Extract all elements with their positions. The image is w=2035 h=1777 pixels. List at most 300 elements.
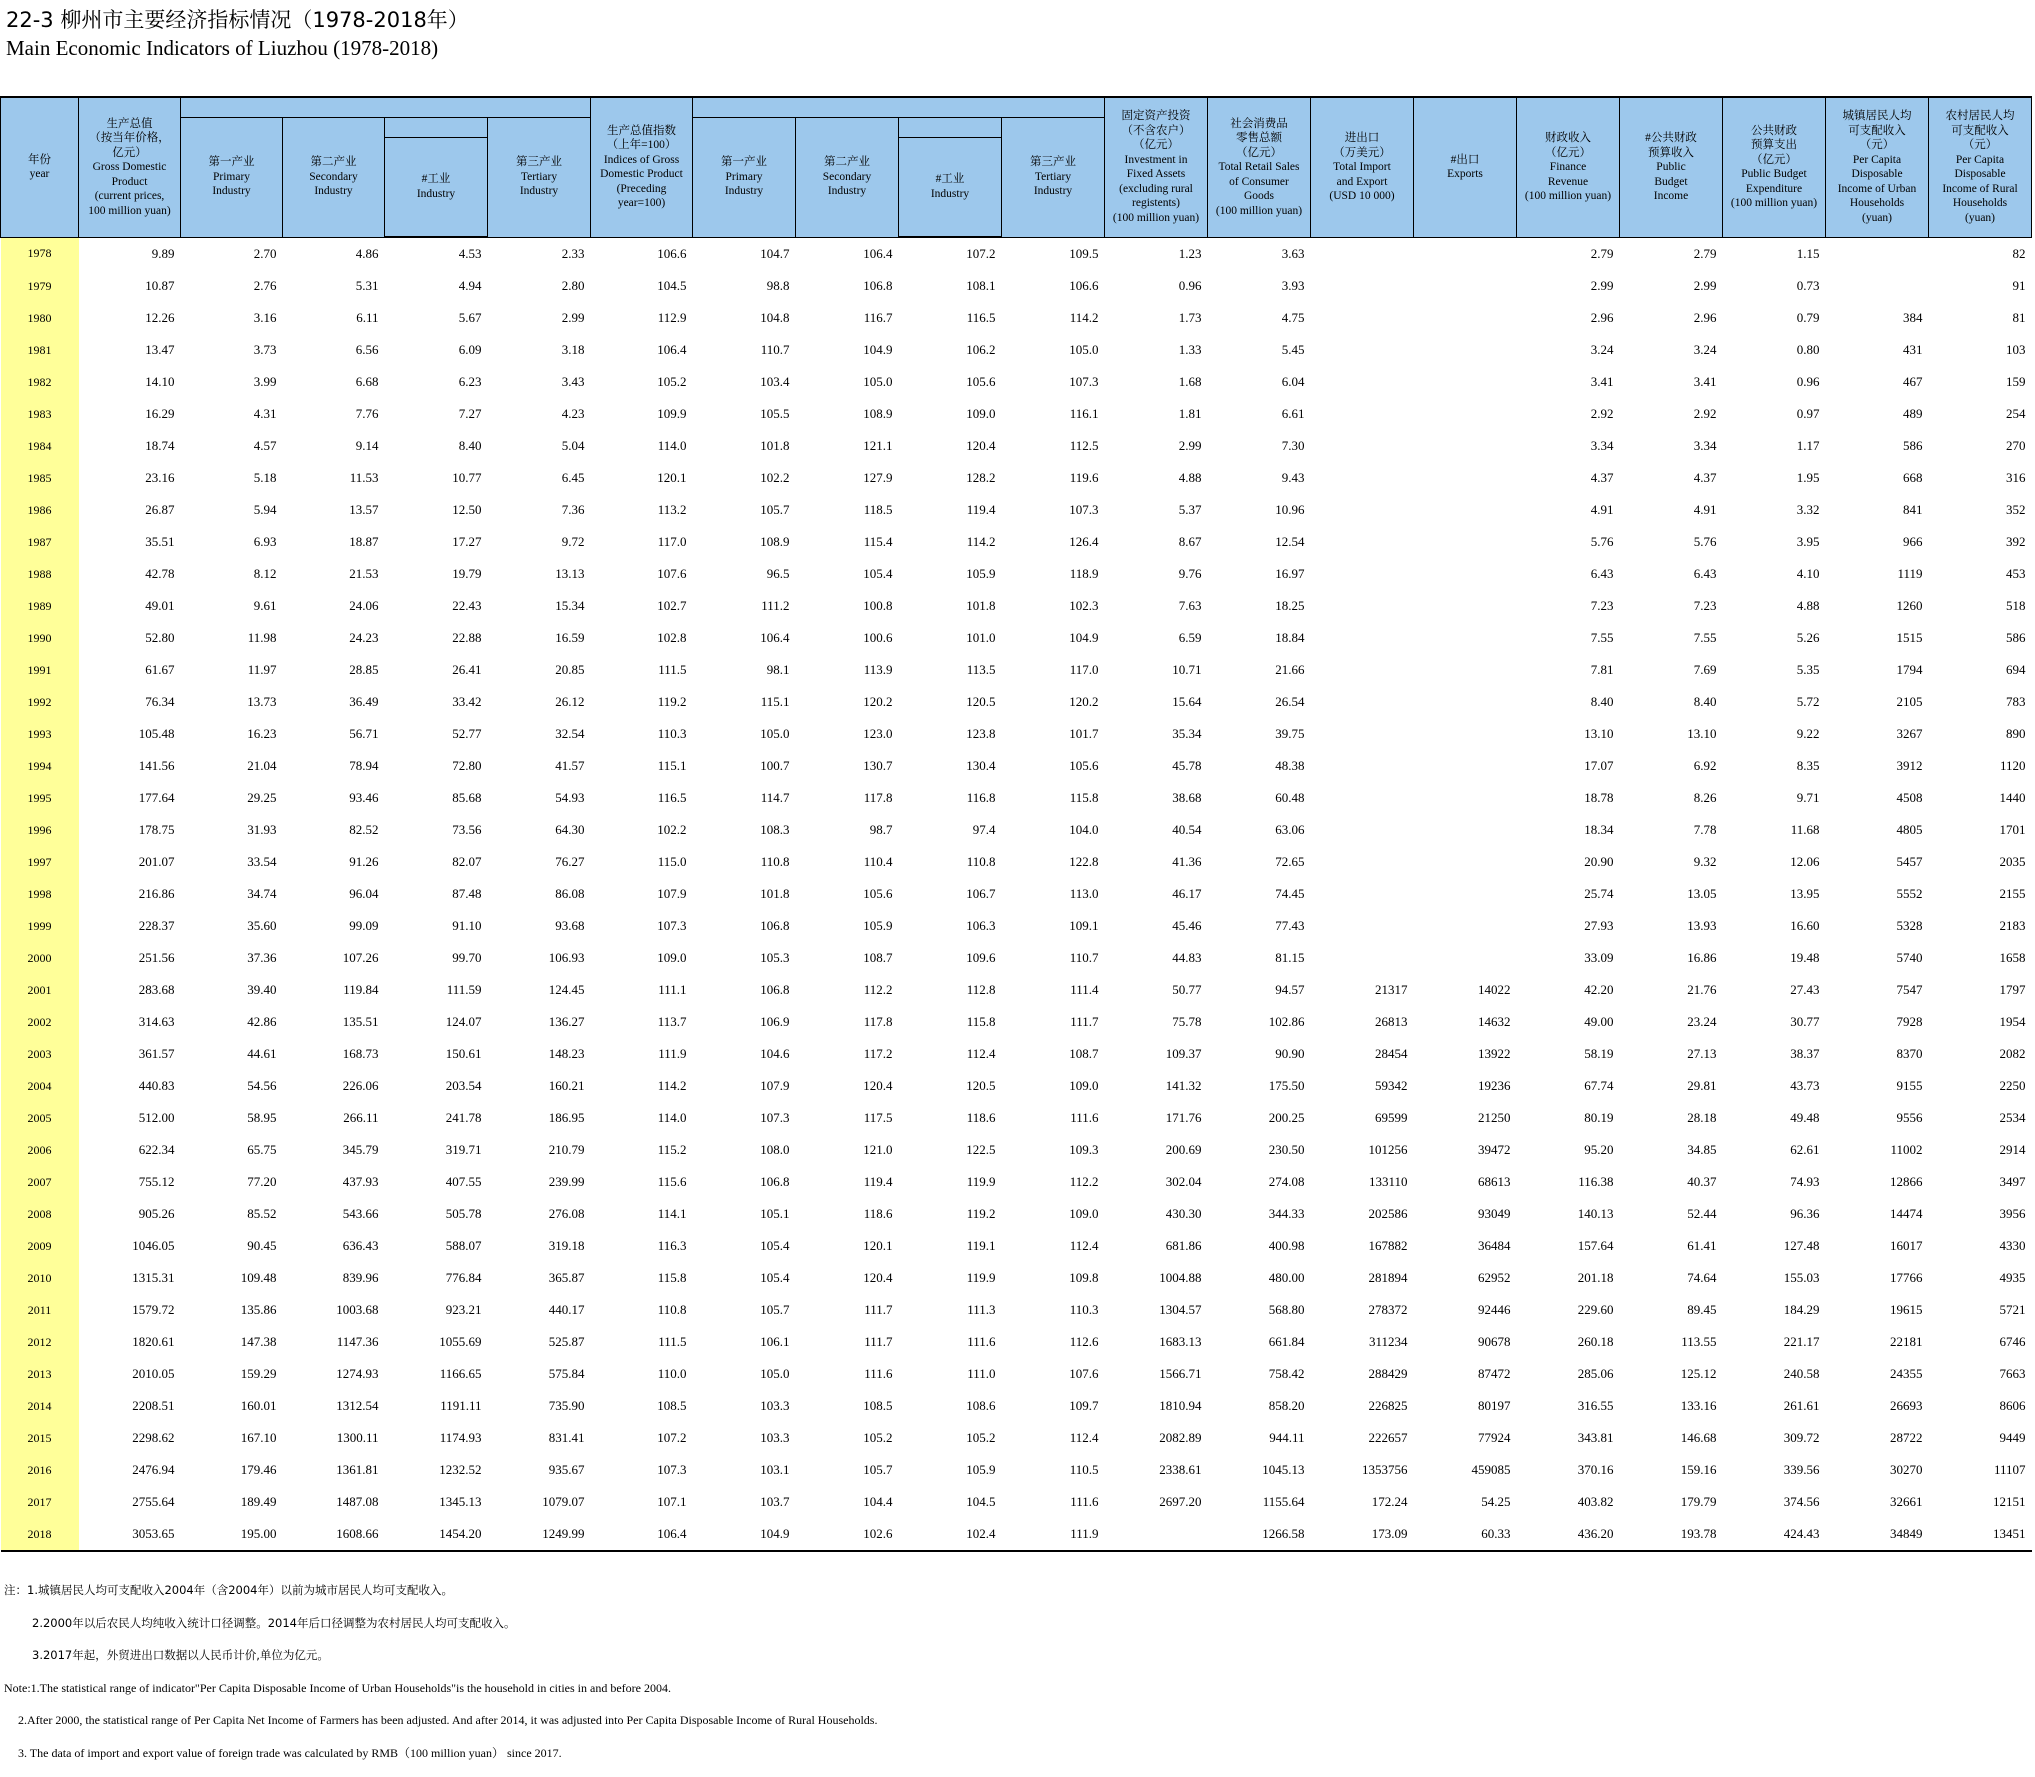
value-cell: 106.8 [693, 974, 796, 1006]
value-cell: 4.53 [385, 237, 488, 270]
value-cell: 7547 [1826, 974, 1929, 1006]
value-cell: 361.57 [79, 1038, 181, 1070]
value-cell: 112.5 [1002, 430, 1105, 462]
value-cell: 112.4 [899, 1038, 1002, 1070]
header-urban-income: 城镇居民人均 可支配收入 （元） Per Capita Disposable Income of Urban Households (yuan) [1826, 97, 1929, 237]
value-cell: 7.78 [1620, 814, 1723, 846]
value-cell: 159.16 [1620, 1454, 1723, 1486]
value-cell: 98.7 [796, 814, 899, 846]
value-cell: 4330 [1929, 1230, 2032, 1262]
value-cell: 758.42 [1208, 1358, 1311, 1390]
value-cell: 5.45 [1208, 334, 1311, 366]
value-cell: 2.70 [181, 237, 283, 270]
value-cell: 2.96 [1517, 302, 1620, 334]
value-cell: 42.86 [181, 1006, 283, 1038]
value-cell: 3.41 [1517, 366, 1620, 398]
value-cell: 195.00 [181, 1518, 283, 1551]
value-cell: 111.5 [591, 1326, 693, 1358]
value-cell: 45.46 [1105, 910, 1208, 942]
value-cell [1826, 237, 1929, 270]
value-cell: 40.54 [1105, 814, 1208, 846]
value-cell: 831.41 [488, 1422, 591, 1454]
value-cell: 3.24 [1517, 334, 1620, 366]
note-en-1: Note:1.The statistical range of indicator"Per Capita Disposable Income of Urban Households"is the household in cities in and before 2004. [4, 1680, 877, 1713]
value-cell: 1797 [1929, 974, 2032, 1006]
value-cell: 103.3 [693, 1422, 796, 1454]
value-cell: 43.73 [1723, 1070, 1826, 1102]
value-cell: 4.86 [283, 237, 385, 270]
value-cell: 3.24 [1620, 334, 1723, 366]
value-cell: 27.43 [1723, 974, 1826, 1006]
value-cell: 9.72 [488, 526, 591, 558]
value-cell: 108.3 [693, 814, 796, 846]
value-cell: 489 [1826, 398, 1929, 430]
value-cell: 38.68 [1105, 782, 1208, 814]
table-row [1, 237, 2032, 270]
value-cell: 105.3 [693, 942, 796, 974]
value-cell: 109.9 [591, 398, 693, 430]
value-cell: 104.5 [591, 270, 693, 302]
value-cell: 622.34 [79, 1134, 181, 1166]
year-cell: 2013 [1, 1358, 79, 1390]
value-cell: 106.7 [899, 878, 1002, 910]
value-cell: 311234 [1311, 1326, 1414, 1358]
value-cell: 1315.31 [79, 1262, 181, 1294]
value-cell: 20.90 [1517, 846, 1620, 878]
table-row [1, 814, 2032, 846]
table-row [1, 590, 2032, 622]
value-cell: 108.1 [899, 270, 1002, 302]
value-cell: 1166.65 [385, 1358, 488, 1390]
value-cell: 116.7 [796, 302, 899, 334]
value-cell: 12.06 [1723, 846, 1826, 878]
year-cell: 1988 [1, 558, 79, 590]
value-cell [1414, 494, 1517, 526]
year-cell: 2010 [1, 1262, 79, 1294]
header-idx-secondary: 第二产业 Secondary Industry [796, 117, 899, 237]
value-cell: 4.31 [181, 398, 283, 430]
value-cell: 193.78 [1620, 1518, 1723, 1551]
value-cell: 120.1 [796, 1230, 899, 1262]
value-cell: 6746 [1929, 1326, 2032, 1358]
value-cell: 106.4 [796, 237, 899, 270]
value-cell: 776.84 [385, 1262, 488, 1294]
value-cell: 102.6 [796, 1518, 899, 1551]
table-row [1, 558, 2032, 590]
value-cell: 16.23 [181, 718, 283, 750]
value-cell: 316.55 [1517, 1390, 1620, 1422]
table-row [1, 1326, 2032, 1358]
value-cell: 1.95 [1723, 462, 1826, 494]
value-cell: 588.07 [385, 1230, 488, 1262]
value-cell: 2035 [1929, 846, 2032, 878]
value-cell: 1810.94 [1105, 1390, 1208, 1422]
value-cell: 1260 [1826, 590, 1929, 622]
value-cell: 74.93 [1723, 1166, 1826, 1198]
value-cell: 127.48 [1723, 1230, 1826, 1262]
value-cell: 111.2 [693, 590, 796, 622]
value-cell: 11107 [1929, 1454, 2032, 1486]
value-cell: 5.94 [181, 494, 283, 526]
value-cell: 18.78 [1517, 782, 1620, 814]
value-cell: 33.54 [181, 846, 283, 878]
value-cell: 105.2 [796, 1422, 899, 1454]
value-cell: 1487.08 [283, 1486, 385, 1518]
value-cell: 40.37 [1620, 1166, 1723, 1198]
value-cell: 110.8 [591, 1294, 693, 1326]
value-cell: 2082 [1929, 1038, 2032, 1070]
value-cell: 117.5 [796, 1102, 899, 1134]
value-cell: 105.5 [693, 398, 796, 430]
value-cell: 21.04 [181, 750, 283, 782]
value-cell: 12151 [1929, 1486, 2032, 1518]
value-cell: 7.30 [1208, 430, 1311, 462]
value-cell: 102.7 [591, 590, 693, 622]
value-cell: 8.26 [1620, 782, 1723, 814]
value-cell [1311, 910, 1414, 942]
table-row [1, 878, 2032, 910]
value-cell: 111.9 [591, 1038, 693, 1070]
value-cell: 106.8 [693, 1166, 796, 1198]
value-cell: 109.5 [1002, 237, 1105, 270]
table-row [1, 1006, 2032, 1038]
value-cell: 103 [1929, 334, 2032, 366]
value-cell: 23.24 [1620, 1006, 1723, 1038]
year-cell: 1980 [1, 302, 79, 334]
value-cell: 147.38 [181, 1326, 283, 1358]
header-gdp-tertiary: 第三产业 Tertiary Industry [488, 117, 591, 237]
header-import-export: 进出口 （万美元） Total Import and Export (USD 10 000) [1311, 97, 1414, 237]
value-cell: 111.4 [1002, 974, 1105, 1006]
value-cell: 103.4 [693, 366, 796, 398]
value-cell: 159.29 [181, 1358, 283, 1390]
value-cell: 111.7 [796, 1294, 899, 1326]
value-cell: 16.29 [79, 398, 181, 430]
value-cell: 7.36 [488, 494, 591, 526]
value-cell: 9449 [1929, 1422, 2032, 1454]
value-cell: 103.7 [693, 1486, 796, 1518]
value-cell: 1683.13 [1105, 1326, 1208, 1358]
value-cell: 105.2 [899, 1422, 1002, 1454]
value-cell: 116.5 [899, 302, 1002, 334]
value-cell: 118.6 [796, 1198, 899, 1230]
value-cell: 370.16 [1517, 1454, 1620, 1486]
value-cell: 241.78 [385, 1102, 488, 1134]
value-cell: 228.37 [79, 910, 181, 942]
value-cell: 22181 [1826, 1326, 1929, 1358]
value-cell: 90678 [1414, 1326, 1517, 1358]
table-row [1, 398, 2032, 430]
table-row [1, 718, 2032, 750]
header-gdp-primary: 第一产业 Primary Industry [181, 117, 283, 237]
value-cell: 109.3 [1002, 1134, 1105, 1166]
value-cell: 27.93 [1517, 910, 1620, 942]
value-cell: 309.72 [1723, 1422, 1826, 1454]
value-cell: 11.98 [181, 622, 283, 654]
value-cell: 3.34 [1620, 430, 1723, 462]
header-rural-income: 农村居民人均 可支配收入 （元） Per Capita Disposable Income of Rural Households (yuan) [1929, 97, 2032, 237]
value-cell: 0.96 [1723, 366, 1826, 398]
value-cell: 5.31 [283, 270, 385, 302]
value-cell: 41.57 [488, 750, 591, 782]
year-cell: 1996 [1, 814, 79, 846]
value-cell: 1.33 [1105, 334, 1208, 366]
value-cell: 106.8 [796, 270, 899, 302]
value-cell: 107.2 [591, 1422, 693, 1454]
value-cell: 13.95 [1723, 878, 1826, 910]
value-cell: 2.79 [1517, 237, 1620, 270]
header-idx-primary: 第一产业 Primary Industry [693, 117, 796, 237]
value-cell: 344.33 [1208, 1198, 1311, 1230]
value-cell: 5.04 [488, 430, 591, 462]
value-cell: 9556 [1826, 1102, 1929, 1134]
value-cell: 111.6 [1002, 1486, 1105, 1518]
value-cell: 80197 [1414, 1390, 1517, 1422]
value-cell: 19236 [1414, 1070, 1517, 1102]
value-cell: 7.27 [385, 398, 488, 430]
value-cell [1311, 302, 1414, 334]
header-gdp: 生产总值 （按当年价格， 亿元） Gross Domestic Product (current prices, 100 million yuan) [79, 97, 181, 237]
value-cell: 20.85 [488, 654, 591, 686]
value-cell: 108.9 [796, 398, 899, 430]
value-cell: 33.09 [1517, 942, 1620, 974]
value-cell: 141.56 [79, 750, 181, 782]
header-gdp-industry-spacer [385, 117, 488, 137]
header-retail-sales: 社会消费品 零售总额 （亿元） Total Retail Sales of Consumer Goods (100 million yuan) [1208, 97, 1311, 237]
value-cell: 112.2 [796, 974, 899, 1006]
value-cell: 1566.71 [1105, 1358, 1208, 1390]
value-cell: 1579.72 [79, 1294, 181, 1326]
value-cell: 36.49 [283, 686, 385, 718]
value-cell: 4.91 [1620, 494, 1723, 526]
value-cell: 102.4 [899, 1518, 1002, 1551]
value-cell: 1232.52 [385, 1454, 488, 1486]
value-cell: 44.83 [1105, 942, 1208, 974]
value-cell: 459085 [1414, 1454, 1517, 1486]
value-cell: 133110 [1311, 1166, 1414, 1198]
value-cell: 21.66 [1208, 654, 1311, 686]
table-row [1, 1358, 2032, 1390]
year-cell: 1987 [1, 526, 79, 558]
value-cell: 119.4 [796, 1166, 899, 1198]
value-cell: 104.0 [1002, 814, 1105, 846]
value-cell: 115.8 [591, 1262, 693, 1294]
value-cell: 120.5 [899, 686, 1002, 718]
value-cell: 77924 [1414, 1422, 1517, 1454]
table-row [1, 1262, 2032, 1294]
value-cell: 0.73 [1723, 270, 1826, 302]
value-cell: 104.9 [796, 334, 899, 366]
value-cell: 24.23 [283, 622, 385, 654]
value-cell: 6.45 [488, 462, 591, 494]
value-cell: 16.59 [488, 622, 591, 654]
value-cell: 8.67 [1105, 526, 1208, 558]
year-cell: 1999 [1, 910, 79, 942]
table-row [1, 334, 2032, 366]
value-cell: 4935 [1929, 1262, 2032, 1294]
value-cell: 202586 [1311, 1198, 1414, 1230]
value-cell: 14474 [1826, 1198, 1929, 1230]
value-cell: 102.2 [591, 814, 693, 846]
value-cell: 26.12 [488, 686, 591, 718]
value-cell: 1608.66 [283, 1518, 385, 1551]
value-cell: 343.81 [1517, 1422, 1620, 1454]
value-cell: 94.57 [1208, 974, 1311, 1006]
value-cell [1414, 846, 1517, 878]
header-gdp-index: 生产总值指数 （上年=100） Indices of Gross Domestic Product (Preceding year=100) [591, 97, 693, 237]
value-cell: 107.3 [591, 1454, 693, 1486]
value-cell: 37.36 [181, 942, 283, 974]
value-cell: 96.36 [1723, 1198, 1826, 1230]
value-cell [1414, 270, 1517, 302]
value-cell: 436.20 [1517, 1518, 1620, 1551]
value-cell: 4.88 [1105, 462, 1208, 494]
value-cell: 112.4 [1002, 1422, 1105, 1454]
value-cell: 111.1 [591, 974, 693, 1006]
value-cell: 54.93 [488, 782, 591, 814]
value-cell: 480.00 [1208, 1262, 1311, 1294]
value-cell: 2105 [1826, 686, 1929, 718]
value-cell: 160.01 [181, 1390, 283, 1422]
value-cell: 175.50 [1208, 1070, 1311, 1102]
value-cell: 107.6 [1002, 1358, 1105, 1390]
value-cell: 18.74 [79, 430, 181, 462]
header-idx-industry: #工业 Industry [899, 137, 1002, 237]
value-cell: 140.13 [1517, 1198, 1620, 1230]
value-cell: 5740 [1826, 942, 1929, 974]
value-cell: 2010.05 [79, 1358, 181, 1390]
value-cell: 75.78 [1105, 1006, 1208, 1038]
year-cell: 2002 [1, 1006, 79, 1038]
value-cell: 67.74 [1517, 1070, 1620, 1102]
header-year: 年份 year [1, 97, 79, 237]
value-cell: 101.8 [693, 878, 796, 910]
value-cell: 117.8 [796, 782, 899, 814]
value-cell: 2.92 [1620, 398, 1723, 430]
value-cell: 101.7 [1002, 718, 1105, 750]
value-cell [1826, 270, 1929, 302]
value-cell: 21.76 [1620, 974, 1723, 1006]
value-cell: 5.35 [1723, 654, 1826, 686]
value-cell: 15.64 [1105, 686, 1208, 718]
value-cell: 1312.54 [283, 1390, 385, 1422]
indicators-table [0, 96, 2032, 1552]
value-cell: 119.1 [899, 1230, 1002, 1262]
value-cell: 49.00 [1517, 1006, 1620, 1038]
value-cell: 4.10 [1723, 558, 1826, 590]
value-cell: 56.71 [283, 718, 385, 750]
table-row [1, 846, 2032, 878]
value-cell: 21250 [1414, 1102, 1517, 1134]
value-cell: 352 [1929, 494, 2032, 526]
value-cell: 172.24 [1311, 1486, 1414, 1518]
value-cell: 12.26 [79, 302, 181, 334]
value-cell: 6.61 [1208, 398, 1311, 430]
value-cell: 319.18 [488, 1230, 591, 1262]
value-cell: 93.68 [488, 910, 591, 942]
value-cell: 453 [1929, 558, 2032, 590]
value-cell: 108.7 [1002, 1038, 1105, 1070]
value-cell [1311, 654, 1414, 686]
value-cell: 1.73 [1105, 302, 1208, 334]
value-cell [1311, 814, 1414, 846]
value-cell: 118.6 [899, 1102, 1002, 1134]
value-cell: 107.3 [1002, 494, 1105, 526]
value-cell: 8370 [1826, 1038, 1929, 1070]
value-cell: 63.06 [1208, 814, 1311, 846]
value-cell: 11002 [1826, 1134, 1929, 1166]
value-cell: 543.66 [283, 1198, 385, 1230]
value-cell: 72.80 [385, 750, 488, 782]
value-cell: 2.99 [488, 302, 591, 334]
note-cn-1: 注：1.城镇居民人均可支配收入2004年（含2004年）以前为城市居民人均可支配收入。 [4, 1582, 877, 1615]
value-cell: 285.06 [1517, 1358, 1620, 1390]
value-cell: 119.6 [1002, 462, 1105, 494]
value-cell: 105.0 [693, 1358, 796, 1390]
value-cell: 110.5 [1002, 1454, 1105, 1486]
year-cell: 1992 [1, 686, 79, 718]
value-cell: 4.23 [488, 398, 591, 430]
value-cell: 109.0 [1002, 1070, 1105, 1102]
value-cell: 266.11 [283, 1102, 385, 1134]
year-cell: 1982 [1, 366, 79, 398]
value-cell: 283.68 [79, 974, 181, 1006]
value-cell: 157.64 [1517, 1230, 1620, 1262]
value-cell: 96.5 [693, 558, 796, 590]
value-cell: 105.6 [796, 878, 899, 910]
value-cell [1414, 654, 1517, 686]
value-cell: 240.58 [1723, 1358, 1826, 1390]
value-cell: 276.08 [488, 1198, 591, 1230]
value-cell: 755.12 [79, 1166, 181, 1198]
value-cell: 114.0 [591, 430, 693, 462]
value-cell: 3.16 [181, 302, 283, 334]
year-cell: 1983 [1, 398, 79, 430]
value-cell: 6.23 [385, 366, 488, 398]
value-cell: 105.48 [79, 718, 181, 750]
table-row [1, 622, 2032, 654]
value-cell: 6.59 [1105, 622, 1208, 654]
value-cell: 4.75 [1208, 302, 1311, 334]
value-cell [1311, 782, 1414, 814]
value-cell: 2.99 [1105, 430, 1208, 462]
value-cell: 103.3 [693, 1390, 796, 1422]
value-cell: 24355 [1826, 1358, 1929, 1390]
value-cell: 13.10 [1620, 718, 1723, 750]
value-cell: 106.4 [591, 1518, 693, 1551]
value-cell: 101.8 [899, 590, 1002, 622]
value-cell [1311, 846, 1414, 878]
value-cell: 9155 [1826, 1070, 1929, 1102]
value-cell: 9.76 [1105, 558, 1208, 590]
header-gdp-group [181, 97, 591, 117]
value-cell: 76.34 [79, 686, 181, 718]
value-cell: 735.90 [488, 1390, 591, 1422]
value-cell: 1954 [1929, 1006, 2032, 1038]
year-cell: 2008 [1, 1198, 79, 1230]
value-cell: 146.68 [1620, 1422, 1723, 1454]
value-cell: 38.37 [1723, 1038, 1826, 1070]
value-cell: 407.55 [385, 1166, 488, 1198]
value-cell: 11.53 [283, 462, 385, 494]
value-cell: 179.46 [181, 1454, 283, 1486]
value-cell: 109.6 [899, 942, 1002, 974]
value-cell: 1155.64 [1208, 1486, 1311, 1518]
year-cell: 2001 [1, 974, 79, 1006]
value-cell: 5.26 [1723, 622, 1826, 654]
value-cell: 61.67 [79, 654, 181, 686]
value-cell: 52.77 [385, 718, 488, 750]
